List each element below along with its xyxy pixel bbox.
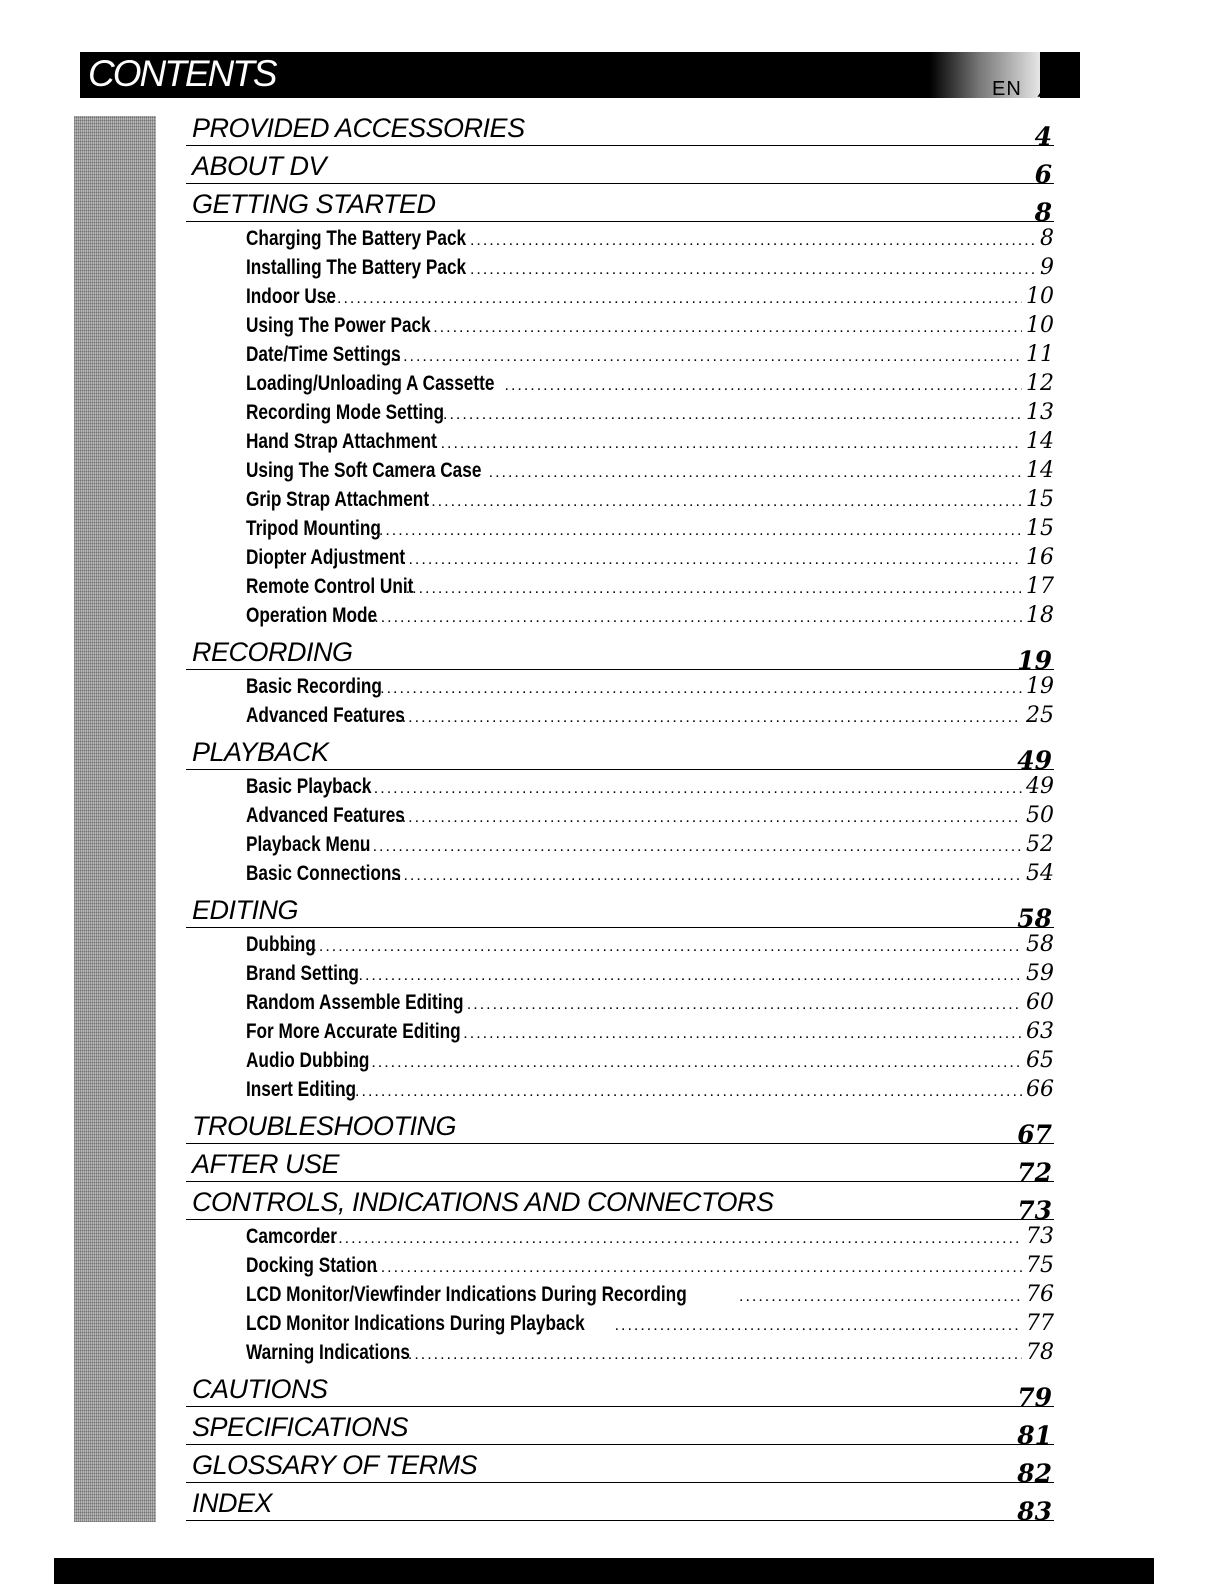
toc-subsection-list <box>186 1220 1054 1369</box>
toc-dot-leader <box>427 319 1022 337</box>
toc-entry[interactable] <box>246 313 1054 342</box>
toc-dot-leader <box>615 1317 1022 1335</box>
toc-dot-leader <box>352 1054 1022 1072</box>
language-label: EN <box>992 78 1022 100</box>
toc-dot-leader <box>312 1230 1022 1248</box>
toc-entry-page: 10 <box>1026 284 1054 309</box>
toc-entry-title: Basic Playback <box>246 775 372 798</box>
toc-dot-leader <box>434 435 1022 453</box>
toc-entry-page: 66 <box>1026 1077 1054 1102</box>
toc-entry-title: Advanced Features <box>246 804 405 827</box>
toc-entry-page: 10 <box>1026 313 1054 338</box>
toc-dot-leader <box>425 493 1022 511</box>
toc-dot-leader <box>739 1288 1022 1306</box>
toc-subsection-list <box>186 222 1054 632</box>
toc-entry-title: Installing The Battery Pack <box>246 256 467 279</box>
toc-section-page: 4 <box>1034 122 1052 151</box>
toc-entry-page: 14 <box>1026 458 1054 483</box>
toc-section[interactable] <box>186 1106 1054 1149</box>
toc-entry-page: 12 <box>1026 371 1054 396</box>
toc-section[interactable] <box>186 1369 1054 1412</box>
toc-entry-title: Playback Menu <box>246 833 371 856</box>
toc-entry-title: LCD Monitor Indications During Playback <box>246 1312 585 1335</box>
toc-entry-title: Operation Mode <box>246 604 378 627</box>
toc-entry-page: 8 <box>1040 226 1054 251</box>
toc-dot-leader <box>443 406 1022 424</box>
toc-dot-leader <box>395 809 1022 827</box>
toc-entry[interactable] <box>246 1311 1054 1340</box>
toc-entry-page: 50 <box>1026 803 1054 828</box>
toc-entry-title: Remote Control Unit <box>246 575 414 598</box>
toc-dot-leader <box>396 551 1022 569</box>
toc-dot-leader <box>401 1346 1022 1364</box>
toc-dot-leader <box>367 680 1022 698</box>
toc-entry[interactable] <box>246 545 1054 574</box>
toc-entry-page: 58 <box>1026 932 1054 957</box>
toc-entry-page: 18 <box>1026 603 1054 628</box>
toc-entry[interactable] <box>246 1077 1054 1106</box>
toc-entry-title: Tripod Mounting <box>246 517 381 540</box>
toc-dot-leader <box>361 1259 1022 1277</box>
toc-dot-leader <box>361 609 1022 627</box>
toc-entry-title: Dubbing <box>246 933 316 956</box>
toc-section-title: PLAYBACK <box>192 737 329 767</box>
toc-entry-title: Camcorder <box>246 1225 337 1248</box>
toc-section[interactable] <box>186 1144 1054 1187</box>
toc-entry-page: 75 <box>1026 1253 1054 1278</box>
toc-entry-page: 19 <box>1026 674 1054 699</box>
toc-section-title: ABOUT DV <box>192 151 327 181</box>
toc-dot-leader <box>463 1025 1022 1043</box>
toc-subsection-list <box>186 928 1054 1106</box>
toc-section-page: 67 <box>1017 1120 1052 1149</box>
toc-entry[interactable] <box>246 703 1054 732</box>
toc-section-title: RECORDING <box>192 637 353 667</box>
toc-section-page: 8 <box>1034 198 1052 227</box>
toc-entry-title: For More Accurate Editing <box>246 1020 461 1043</box>
toc-entry-page: 52 <box>1026 832 1054 857</box>
toc-dot-leader <box>467 996 1022 1014</box>
toc-entry[interactable] <box>246 429 1054 458</box>
toc-dot-leader <box>339 967 1022 985</box>
toc-entry[interactable] <box>246 990 1054 1019</box>
toc-entry[interactable] <box>246 574 1054 603</box>
toc-entry-title: LCD Monitor/Viewfinder Indications During Recording <box>246 1283 687 1306</box>
toc-dot-leader <box>366 522 1022 540</box>
toc-section-title: INDEX <box>192 1488 273 1518</box>
toc-entry[interactable] <box>246 603 1054 632</box>
toc-section[interactable] <box>186 732 1054 775</box>
toc-entry-page: 54 <box>1026 861 1054 886</box>
toc-section[interactable] <box>186 146 1054 189</box>
toc-entry-page: 25 <box>1026 703 1054 728</box>
toc-entry-title: Grip Strap Attachment <box>246 488 430 511</box>
toc-entry-title: Charging The Battery Pack <box>246 227 467 250</box>
toc-entry[interactable] <box>246 1340 1054 1369</box>
toc-section-page: 19 <box>1017 646 1052 675</box>
toc-dot-leader <box>470 232 1036 250</box>
toc-dot-leader <box>489 464 1022 482</box>
toc-entry-title: Date/Time Settings <box>246 343 401 366</box>
toc-section[interactable] <box>186 632 1054 675</box>
toc-entry-page: 49 <box>1026 774 1054 799</box>
toc-section-title: PROVIDED ACCESSORIES <box>192 113 525 143</box>
toc-entry[interactable] <box>246 774 1054 803</box>
toc-entry-title: Diopter Adjustment <box>246 546 406 569</box>
toc-entry-title: Loading/Unloading A Cassette <box>246 372 495 395</box>
toc-entry-page: 15 <box>1026 487 1054 512</box>
toc-section-page: 81 <box>1017 1421 1052 1450</box>
bottom-bar <box>54 1558 1154 1584</box>
toc-entry[interactable] <box>246 1048 1054 1077</box>
toc-entry-title: Basic Recording <box>246 675 382 698</box>
toc-entry[interactable] <box>246 803 1054 832</box>
toc-entry-title: Basic Connections <box>246 862 402 885</box>
toc-dot-leader <box>287 938 1022 956</box>
toc-entry-page: 65 <box>1026 1048 1054 1073</box>
toc-dot-leader <box>505 377 1023 395</box>
toc-section-page: 72 <box>1017 1158 1052 1187</box>
toc-entry-title: Brand Setting <box>246 962 359 985</box>
toc-section[interactable] <box>186 108 1054 151</box>
toc-entry-page: 13 <box>1026 400 1054 425</box>
toc-section[interactable] <box>186 1445 1054 1488</box>
toc-section-title: AFTER USE <box>192 1149 340 1179</box>
toc-section[interactable] <box>186 184 1054 227</box>
toc-entry-title: Advanced Features <box>246 704 405 727</box>
toc-entry-title: Docking Station <box>246 1254 378 1277</box>
toc-dot-leader <box>470 261 1036 279</box>
toc-section-title: CONTROLS, INDICATIONS AND CONNECTORS <box>192 1187 774 1217</box>
toc-section-page: 82 <box>1017 1459 1052 1488</box>
toc-subsection-list <box>186 670 1054 732</box>
toc-entry[interactable] <box>246 284 1054 313</box>
toc-entry-title: Indoor Use <box>246 285 336 308</box>
toc-entry-page: 60 <box>1026 990 1054 1015</box>
toc-entry-title: Recording Mode Setting <box>246 401 445 424</box>
toc-entry-title: Warning Indications <box>246 1341 410 1364</box>
toc-dot-leader <box>354 780 1022 798</box>
toc-entry[interactable] <box>246 371 1054 400</box>
toc-entry-page: 59 <box>1026 961 1054 986</box>
toc-entry[interactable] <box>246 226 1054 255</box>
toc-dot-leader <box>311 290 1022 308</box>
toc-section-page: 49 <box>1017 746 1052 775</box>
toc-section-title: GETTING STARTED <box>192 189 436 219</box>
toc-section-title: TROUBLESHOOTING <box>192 1111 457 1141</box>
toc-entry[interactable] <box>246 1282 1054 1311</box>
toc-dot-leader <box>336 1083 1022 1101</box>
page-title: CONTENTS <box>88 53 276 94</box>
toc-dot-leader <box>391 867 1022 885</box>
toc-section[interactable] <box>186 1483 1054 1526</box>
toc-section-page: 83 <box>1017 1497 1052 1526</box>
toc-section-title: EDITING <box>192 895 299 925</box>
toc-section-page: 58 <box>1017 904 1052 933</box>
toc-entry-title: Insert Editing <box>246 1078 357 1101</box>
toc-entry-page: 73 <box>1026 1224 1054 1249</box>
toc-dot-leader <box>353 838 1022 856</box>
toc-section[interactable] <box>186 1407 1054 1450</box>
toc-entry-title: Using The Soft Camera Case <box>246 459 482 482</box>
toc-entry[interactable] <box>246 861 1054 890</box>
toc-entry[interactable] <box>246 674 1054 703</box>
toc-section-title: SPECIFICATIONS <box>192 1412 409 1442</box>
toc-entry[interactable] <box>246 255 1054 284</box>
toc-entry-page: 16 <box>1026 545 1054 570</box>
toc-section-title: CAUTIONS <box>192 1374 328 1404</box>
toc-entry[interactable] <box>246 1224 1054 1253</box>
toc-section-page: 6 <box>1034 160 1052 189</box>
toc-entry[interactable] <box>246 932 1054 961</box>
toc-dot-leader <box>406 580 1022 598</box>
toc-section-page: 73 <box>1017 1196 1052 1225</box>
page-number: 7 <box>1034 45 1063 110</box>
toc-entry[interactable] <box>246 487 1054 516</box>
toc-entry[interactable] <box>246 342 1054 371</box>
toc-entry-page: 9 <box>1040 255 1054 280</box>
toc-entry[interactable] <box>246 400 1054 429</box>
toc-dot-leader <box>395 709 1022 727</box>
toc-entry-page: 78 <box>1026 1340 1054 1365</box>
toc-section[interactable] <box>186 1182 1054 1225</box>
toc-subsection-list <box>186 770 1054 890</box>
header-fade <box>930 52 1040 98</box>
toc-entry[interactable] <box>246 961 1054 990</box>
toc-section-title: GLOSSARY OF TERMS <box>192 1450 478 1480</box>
toc-entry-page: 11 <box>1026 342 1054 367</box>
toc-entry-page: 14 <box>1026 429 1054 454</box>
toc-entry-page: 63 <box>1026 1019 1054 1044</box>
toc-dot-leader <box>390 348 1022 366</box>
toc-entry-title: Audio Dubbing <box>246 1049 370 1072</box>
toc-entry-page: 76 <box>1026 1282 1054 1307</box>
toc-entry-title: Using The Power Pack <box>246 314 431 337</box>
table-of-contents <box>186 108 1054 1526</box>
toc-entry[interactable] <box>246 516 1054 545</box>
toc-entry-page: 17 <box>1026 574 1054 599</box>
side-tab-strip <box>74 116 156 1522</box>
toc-entry-title: Random Assemble Editing <box>246 991 464 1014</box>
toc-entry[interactable] <box>246 458 1054 487</box>
toc-entry[interactable] <box>246 832 1054 861</box>
toc-entry-page: 15 <box>1026 516 1054 541</box>
toc-entry-title: Hand Strap Attachment <box>246 430 437 453</box>
toc-entry-page: 77 <box>1026 1311 1054 1336</box>
toc-entry[interactable] <box>246 1019 1054 1048</box>
toc-section[interactable] <box>186 890 1054 933</box>
toc-entry[interactable] <box>246 1253 1054 1282</box>
toc-section-page: 79 <box>1017 1383 1052 1412</box>
